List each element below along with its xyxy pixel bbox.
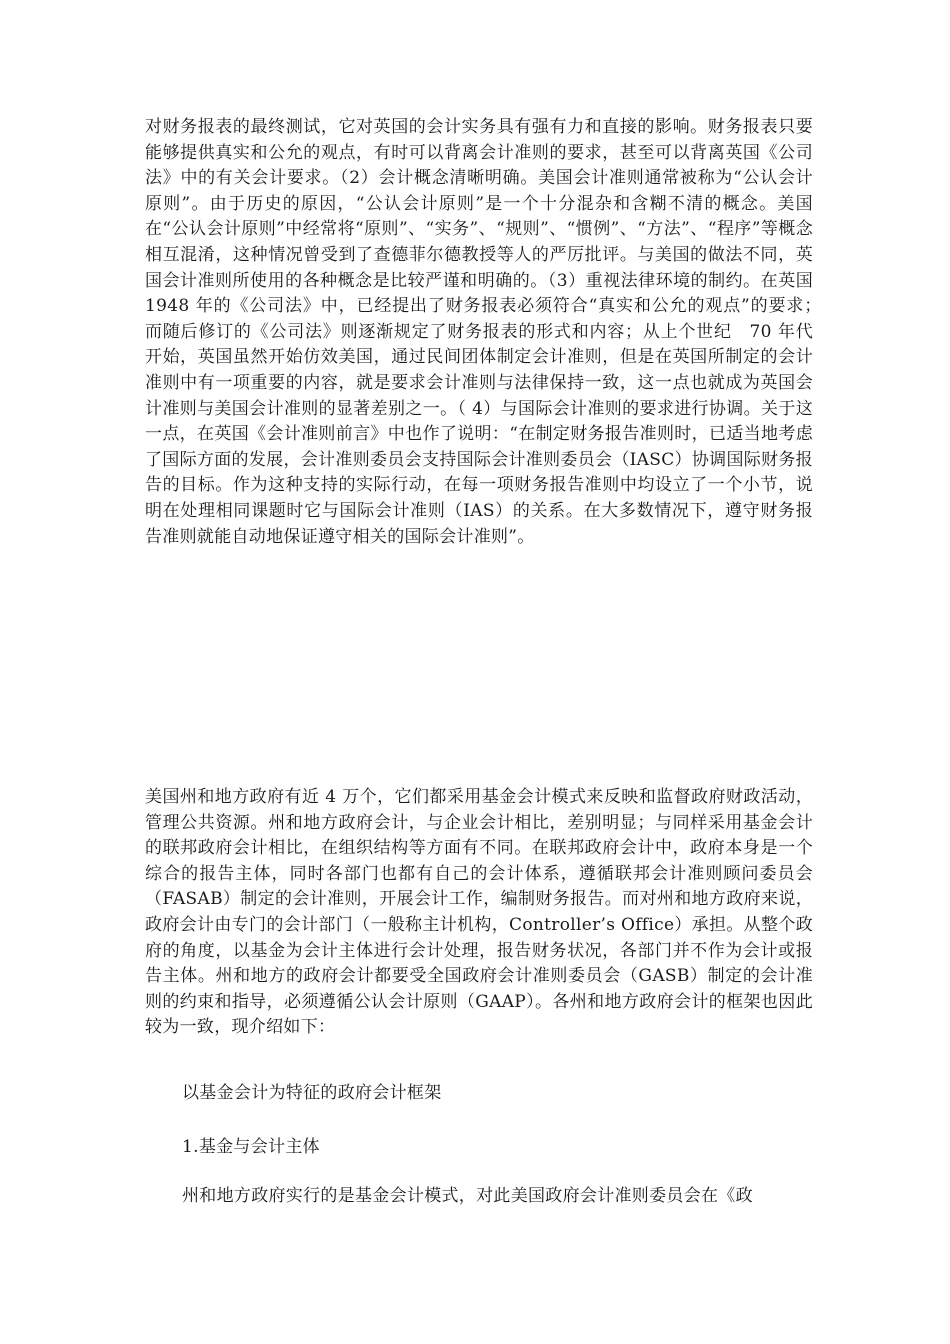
body-paragraph-fund-model: 州和地方政府实行的是基金会计模式，对此美国政府会计准则委员会在《政 <box>182 1186 753 1206</box>
subsection-heading-fund-and-entity: 1.基金与会计主体 <box>182 1137 320 1157</box>
body-paragraph-us-state-government: 美国州和地方政府有近 4 万个，它们都采用基金会计模式来反映和监督政府财政活动，管理公共资源。州和地方政府会计，与企业会计相比，差别明显；与同样采用基金会计的联邦政府会计相比，在组织结构等方面有不同。在联邦政府会计中，政府本身是一个综合的报告主体，同时各部门也都有自己的会计体系，遵循联邦会计准则顾问委员会（FASAB）制定的会计准则，开展会计工作，编制财务报告。而对州和地方政府来说，政府会计由专门的会计部门（一般称主计机构，Controller’s Office）承担。从整个政府的角度，以基金为会计主体进行会计处理，报告财务状况，各部门并不作为会计或报告主体。州和地方的政府会计都要受全国政府会计准则委员会（GASB）制定的会计准则的约束和指导，必须遵循公认会计原则（GAAP）。各州和地方政府会计的框架也因此较为一致，现介绍如下： <box>145 787 813 1038</box>
section-heading-fund-accounting-framework: 以基金会计为特征的政府会计框架 <box>182 1083 442 1103</box>
body-paragraph-uk-standards: 对财务报表的最终测试，它对英国的会计实务具有强有力和直接的影响。财务报表只要能够提供真实和公允的观点，有时可以背离会计准则的要求，甚至可以背离英国《公司法》中的有关会计要求。（2）会计概念清晰明确。美国会计准则通常被称为“公认会计原则”。由于历史的原因，“公认会计原则”是一个十分混杂和含糊不清的概念。美国在“公认会计原则”中经常将“原则”、“实务”、“规则”、“惯例”、“方法”、“程序”等概念相互混淆，这种情况曾受到了查德菲尔德教授等人的严厉批评。与美国的做法不同，英国会计准则所使用的各种概念是比较严谨和明确的。（3）重视法律环境的制约。在英国 1948 年的《公司法》中，已经提出了财务报表必须符合“真实和公允的观点”的要求； 而随后修订的《公司法》则逐渐规定了财务报表的形式和内容；从上个世纪 70 年代开始，英国虽然开始仿效美国，通过民间团体制定会计准则，但是在英国所制定的会计准则中有一项重要的内容，就是要求会计准则与法律保持一致，这一点也就成为英国会计准则与美国会计准则的显著差别之一。（ 4）与国际会计准则的要求进行协调。关于这一点，在英国《会计准则前言》中也作了说明：“在制定财务报告准则时，已适当地考虑了国际方面的发展，会计准则委员会支持国际会计准则委员会（IASC）协调国际财务报告的目标。作为这种支持的实际行动，在每一项财务报告准则中均设立了一个小节，说明在处理相同课题时它与国际会计准则（IAS）的关系。在大多数情况下，遵守财务报告准则就能自动地保证遵守相关的国际会计准则”。 <box>145 117 831 547</box>
